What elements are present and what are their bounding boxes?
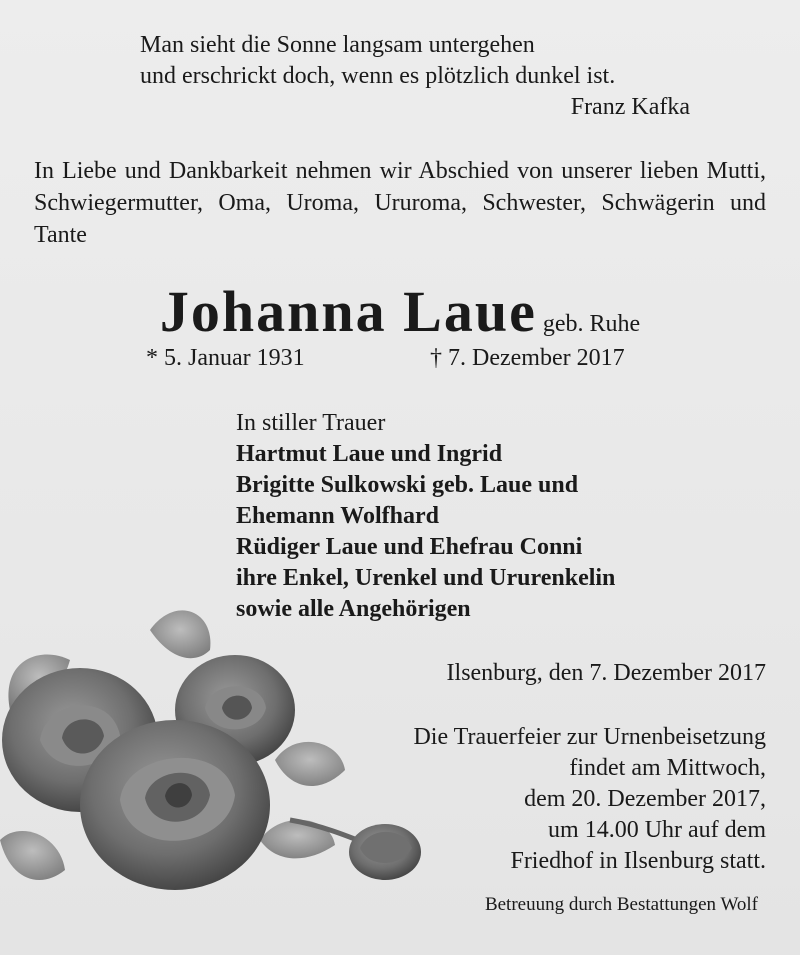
maiden-name: geb. Ruhe [542, 311, 641, 337]
intro-text: In Liebe und Dankbarkeit nehmen wir Abschied von unserer lieben Mutti, Schwiegermutter, Oma, Uroma, Ururoma, Schwester, Schwägerin und Tante [34, 158, 766, 248]
deceased-name: Johanna Laue [159, 279, 537, 344]
ceremony-line: findet am Mittwoch, [569, 755, 766, 781]
ceremony-line: dem 20. Dezember 2017, [524, 786, 766, 812]
ceremony-line: Friedhof in Ilsenburg statt. [510, 848, 766, 874]
undertaker-note: Betreuung durch Bestattungen Wolf [484, 894, 758, 915]
quote-line-1: Man sieht die Sonne langsam untergehen [140, 32, 535, 58]
mourner-line: Hartmut Laue und Ingrid [236, 441, 503, 467]
mourner-line: sowie alle Angehörigen [236, 596, 471, 622]
mourners-block [236, 408, 615, 625]
death-date: † 7. Dezember 2017 [430, 345, 625, 371]
mourner-line: Rüdiger Laue und Ehefrau Conni [236, 534, 583, 560]
mourners-heading: In stiller Trauer [236, 410, 386, 436]
ceremony-info [326, 722, 766, 877]
ceremony-line: Die Trauerfeier zur Urnenbeisetzung [413, 724, 766, 750]
deceased-name-line [0, 278, 800, 345]
ceremony-line: um 14.00 Uhr auf dem [548, 817, 766, 843]
quote-line-2: und erschrickt doch, wenn es plötzlich dunkel ist. [140, 63, 616, 89]
birth-date: * 5. Januar 1931 [146, 345, 305, 371]
place-date: Ilsenburg, den 7. Dezember 2017 [446, 660, 766, 686]
quote [140, 30, 700, 123]
mourner-line: Brigitte Sulkowski geb. Laue und [236, 472, 579, 498]
quote-author: Franz Kafka [570, 94, 690, 120]
mourner-line: ihre Enkel, Urenkel und Ururenkelin [236, 565, 616, 591]
mourner-line: Ehemann Wolfhard [236, 503, 439, 529]
